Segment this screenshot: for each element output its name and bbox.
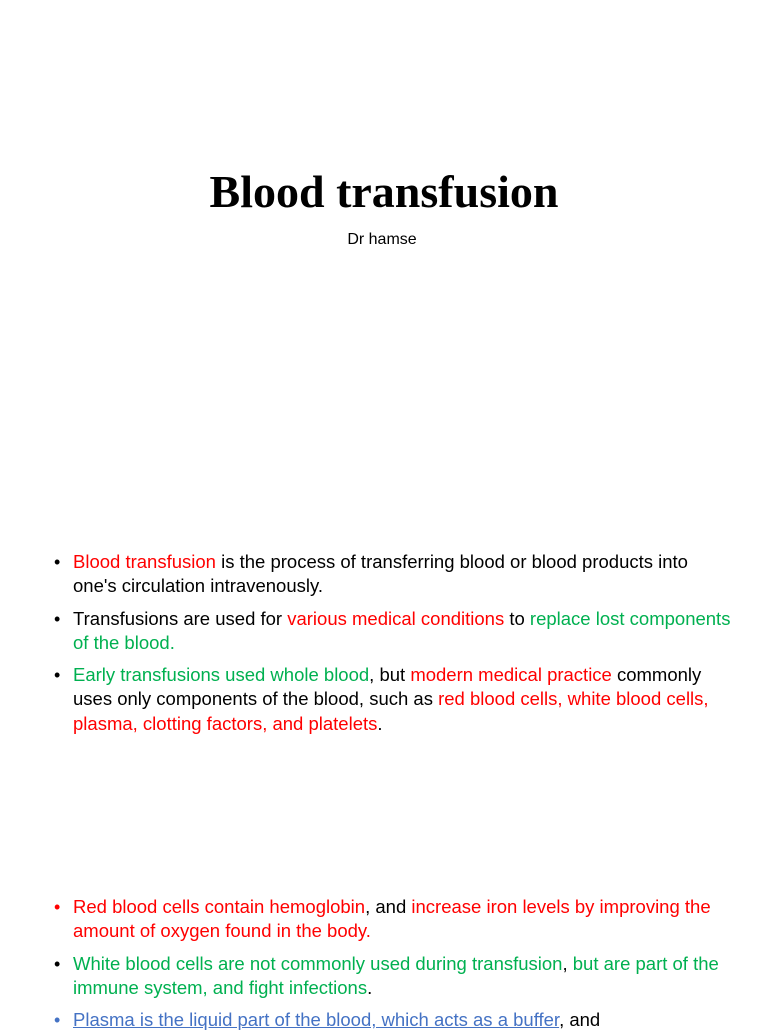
- bullet-item: [54, 1008, 734, 1032]
- slide-subtitle: Dr hamse: [347, 231, 417, 248]
- bullet-item: [54, 895, 734, 944]
- bullet-run: Plasma is the liquid part of the blood, which acts as a buffer: [73, 1009, 560, 1031]
- bullet-run: White blood cells are not commonly used during transfusion: [73, 952, 563, 974]
- bullet-run: is the process of transferring blood or blood products into one's circulation intravenously.: [73, 551, 688, 597]
- bullet-run: modern medical practice: [410, 664, 612, 686]
- bullet-list-components: [54, 895, 734, 1032]
- bullet-run: replace lost components of the blood.: [73, 607, 731, 653]
- bullet-run: red blood cells, white blood cells, plasma, clotting factors, and platelets: [73, 688, 709, 734]
- bullet-run: increase iron levels by improving the amount of oxygen found in the body.: [73, 896, 711, 942]
- bullet-run: commonly uses only components of the blood, such as: [73, 664, 702, 710]
- bullet-run: Transfusions are used for: [73, 607, 288, 629]
- bullet-icon: •: [54, 897, 61, 917]
- bullet-item: [54, 607, 734, 656]
- bullet-run: , and: [365, 896, 412, 917]
- bullet-run: , and: [559, 1009, 601, 1031]
- slide-title: Blood transfusion: [209, 166, 559, 217]
- bullet-icon: •: [54, 665, 61, 686]
- bullet-run: .: [367, 976, 373, 998]
- bullet-icon: •: [54, 608, 61, 629]
- bullet-run: Early transfusions used whole blood: [73, 664, 370, 686]
- bullet-item: [54, 550, 734, 599]
- bullet-run: Red blood cells contain hemoglobin: [73, 896, 366, 917]
- bullet-item: [54, 952, 734, 1001]
- bullet-run: .: [377, 712, 383, 734]
- bullet-icon: •: [54, 953, 61, 974]
- bullet-item: [54, 663, 734, 736]
- bullet-run: ,: [562, 952, 573, 974]
- bullet-run: Blood transfusion: [73, 551, 216, 572]
- bullet-list-intro: [54, 550, 734, 736]
- bullet-icon: •: [54, 552, 61, 572]
- bullet-run: to: [504, 607, 530, 629]
- bullet-icon: •: [54, 1010, 61, 1031]
- bullet-run: , but: [369, 664, 411, 686]
- bullet-run: but are part of the immune system, and fight infections: [73, 952, 719, 998]
- bullet-run: various medical conditions: [287, 607, 505, 629]
